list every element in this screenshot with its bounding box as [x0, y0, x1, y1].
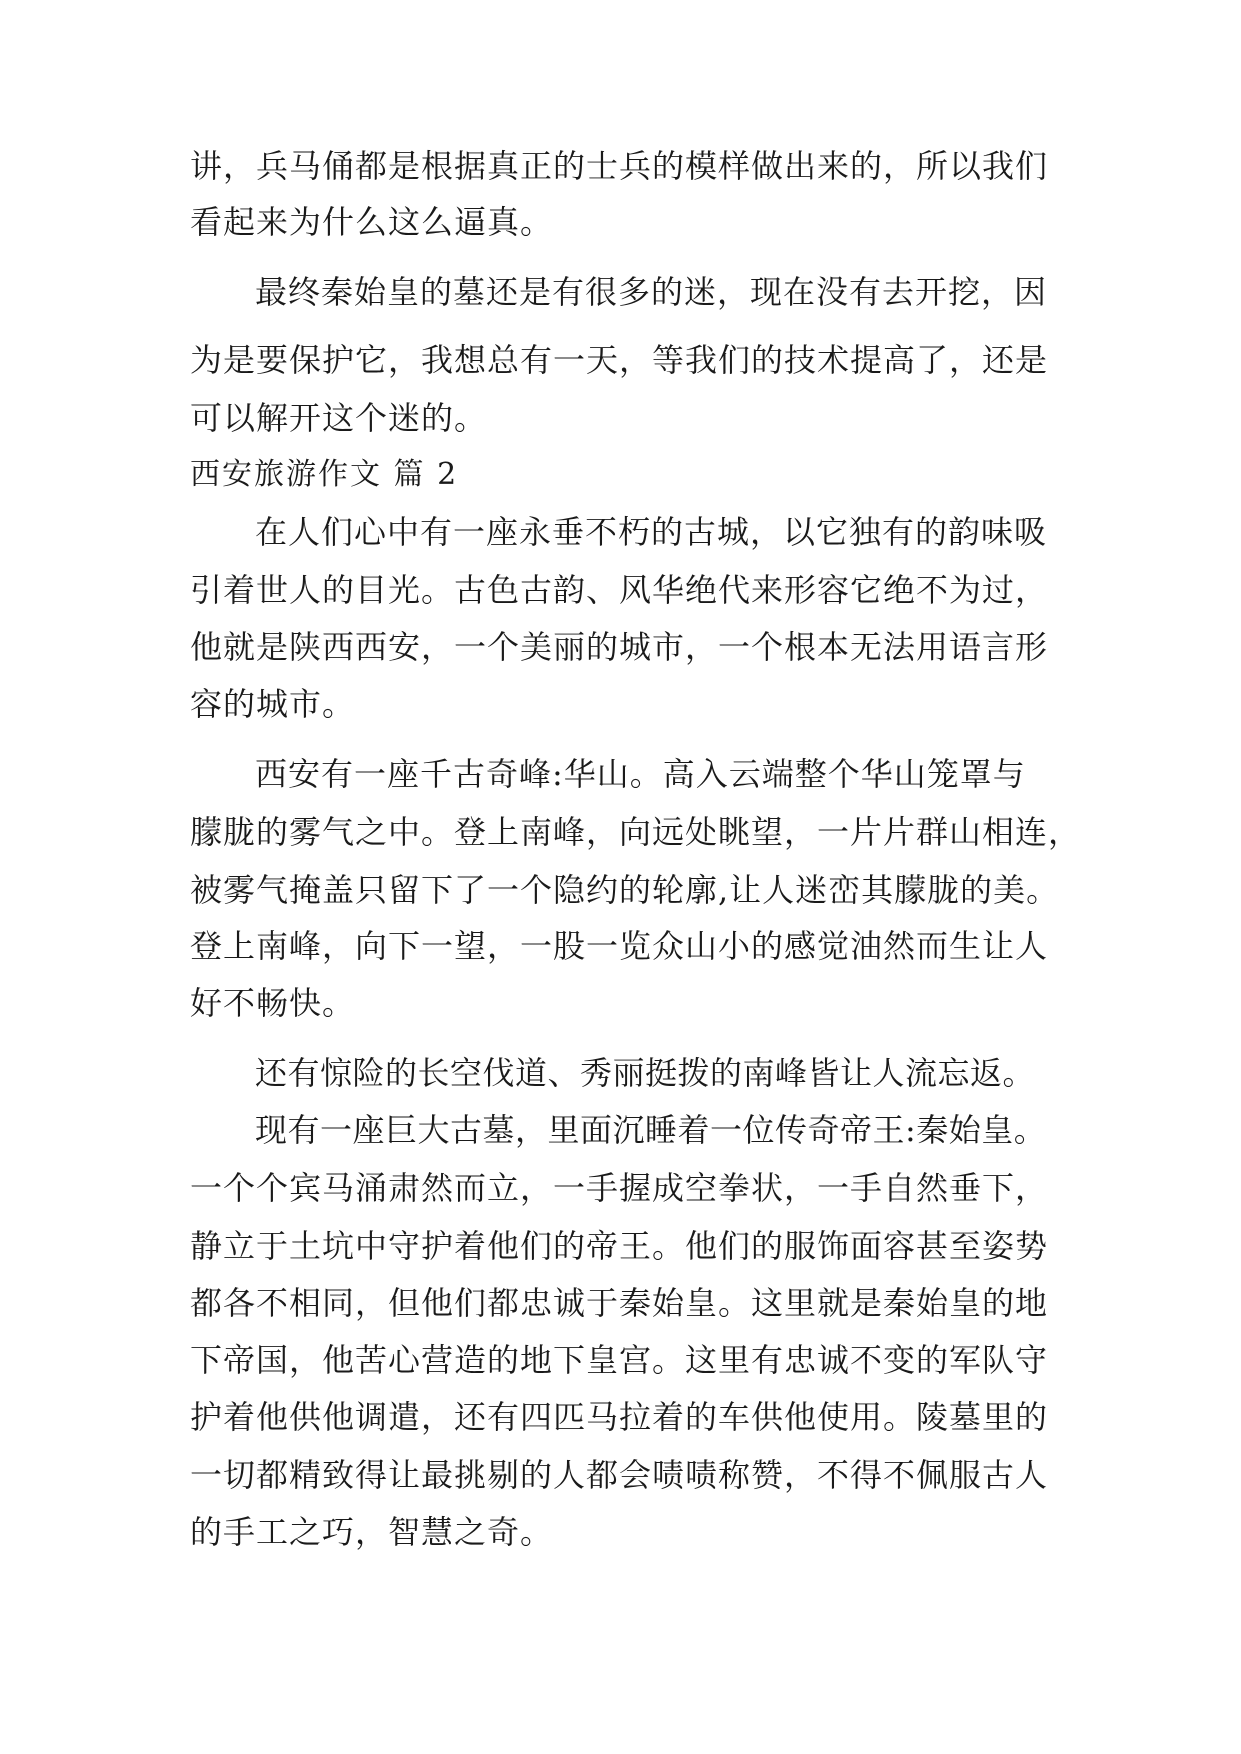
text-line: 静立于土坑中守护着他们的帝王。他们的服饰面容甚至姿势: [190, 1227, 1049, 1265]
text-line: 为是要保护它，我想总有一天，等我们的技术提高了，还是: [190, 341, 1049, 379]
text-line: 现有一座巨大古墓，里面沉睡着一位传奇帝王:秦始皇。: [255, 1111, 1047, 1149]
text-line: 他就是陕西西安，一个美丽的城市，一个根本无法用语言形: [190, 628, 1049, 666]
section-heading: 西安旅游作文 篇 2: [190, 457, 459, 492]
text-line: 登上南峰，向下一望，一股一览众山小的感觉油然而生让人: [190, 927, 1049, 965]
text-line: 朦胧的雾气之中。登上南峰，向远处眺望，一片片群山相连，: [190, 813, 1082, 851]
text-line: 在人们心中有一座永垂不朽的古城，以它独有的韵味吸: [255, 513, 1048, 551]
text-line: 的手工之巧，智慧之奇。: [190, 1513, 554, 1551]
text-line: 一个个宾马涌肃然而立，一手握成空拳状，一手自然垂下，: [190, 1169, 1049, 1207]
text-line: 好不畅快。: [190, 984, 356, 1022]
text-line: 西安有一座千古奇峰:华山。高入云端整个华山笼罩与: [255, 755, 1026, 793]
text-line: 被雾气掩盖只留下了一个隐约的轮廓,让人迷峦其朦胧的美。: [190, 871, 1060, 909]
text-line: 讲，兵马俑都是根据真正的士兵的模样做出来的，所以我们: [190, 147, 1049, 185]
text-line: 容的城市。: [190, 685, 356, 723]
text-line: 最终秦始皇的墓还是有很多的迷，现在没有去开挖，因: [255, 273, 1048, 311]
text-line: 看起来为什么这么逼真。: [190, 203, 554, 241]
text-line: 还有惊险的长空伐道、秀丽挺拨的南峰皆让人流忘返。: [255, 1054, 1036, 1092]
text-line: 护着他供他调遣，还有四匹马拉着的车供他使用。陵墓里的: [190, 1398, 1049, 1436]
text-line: 一切都精致得让最挑剔的人都会啧啧称赞，不得不佩服古人: [190, 1456, 1049, 1494]
text-line: 下帝国，他苦心营造的地下皇宫。这里有忠诚不变的军队守: [190, 1341, 1049, 1379]
text-line: 都各不相同，但他们都忠诚于秦始皇。这里就是秦始皇的地: [190, 1284, 1049, 1322]
text-line: 引着世人的目光。古色古韵、风华绝代来形容它绝不为过，: [190, 571, 1049, 609]
text-line: 可以解开这个迷的。: [190, 399, 488, 437]
